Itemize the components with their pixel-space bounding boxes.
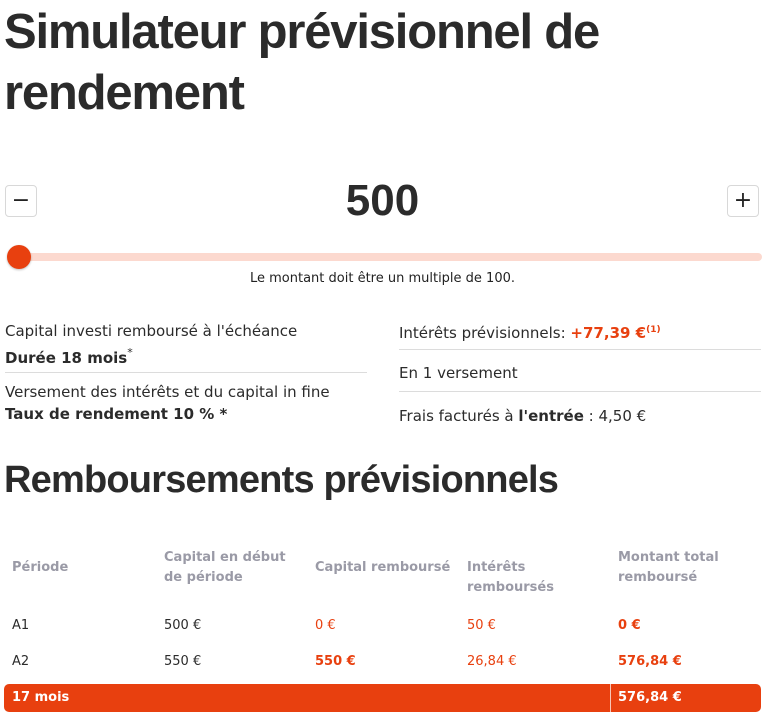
table-cell: 576,84 € [618,654,682,669]
page-title: Simulateur prévisionnel de rendement [4,5,600,120]
detail-capital [5,320,297,369]
increase-amount-button[interactable]: + [727,185,759,217]
fees-bold: l'entrée [518,407,584,425]
fees-suffix: : 4,50 € [583,407,647,425]
total-divider [610,684,611,712]
divider [399,391,761,392]
payment-count: En 1 versement [399,364,518,382]
entry-fees [399,405,646,427]
table-header: Montant total remboursé [618,550,719,585]
table-cell: 50 € [467,618,496,633]
table-header: Capital en début de période [164,550,286,585]
total-value: 576,84 € [618,690,682,705]
decrease-amount-button[interactable]: − [5,185,37,217]
table-header: Capital remboursé [315,560,451,575]
total-label: 17 mois [12,690,70,705]
divider [399,349,761,350]
amount-value: 500 [345,176,420,225]
detail-capital-text: Capital investi remboursé à l'échéance [5,322,298,340]
table-header: Intérêts remboursés [467,560,554,595]
table-header: Période [12,560,69,575]
interest-forecast [399,319,661,344]
table-cell: 26,84 € [467,654,517,669]
divider [5,372,367,373]
repayments-title: Remboursements prévisionnels [4,459,559,501]
table-cell: 0 € [315,618,336,633]
amount-slider-track[interactable] [10,253,762,261]
interest-label: Intérêts prévisionnels: [399,324,571,342]
interest-note: (1) [646,325,661,335]
table-cell: A2 [12,654,30,669]
detail-payment-text: Versement des intérêts et du capital in fine [5,383,330,401]
detail-payment-terms [5,381,330,425]
interest-value: +77,39 € [570,324,647,342]
detail-duration: Durée 18 mois [5,349,128,367]
table-cell: 550 € [315,654,356,669]
table-cell: 500 € [164,618,202,633]
detail-rate: Taux de rendement 10 % * [5,405,228,423]
table-cell: 0 € [618,618,641,633]
table-cell: A1 [12,618,30,633]
table-cell: 550 € [164,654,202,669]
detail-duration-note: * [127,346,133,359]
fees-prefix: Frais facturés à [399,407,519,425]
amount-hint: Le montant doit être un multiple de 100. [249,271,516,286]
amount-slider-thumb[interactable] [7,245,31,269]
